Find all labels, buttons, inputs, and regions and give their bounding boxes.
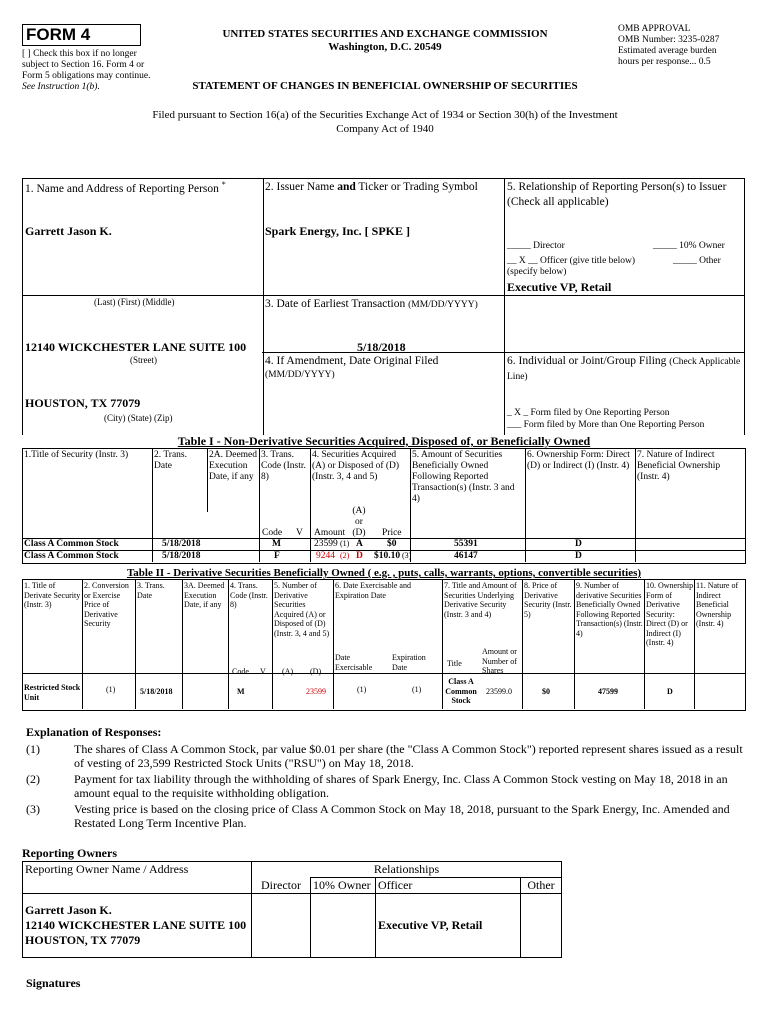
owner-officer-title: Executive VP, Retail <box>376 894 521 958</box>
agency-location: Washington, D.C. 20549 <box>328 41 442 53</box>
director-check[interactable]: _____ Director <box>507 241 565 251</box>
reporting-person-street: 12140 WICKCHESTER LANE SUITE 100 <box>25 340 247 354</box>
t2-row-exp-fn[interactable]: (1) <box>412 685 422 694</box>
col-other: Other <box>521 878 562 894</box>
check-box-text: [ ] Check this box if no longer subject to Section 16. Form 4 or Form 5 obligations may continue. <box>22 49 151 81</box>
t1-row2-date: 5/18/2018 <box>162 551 201 561</box>
t2-col-code: 4. Trans. Code (Instr. 8) <box>230 581 268 609</box>
signatures-title: Signatures <box>26 976 81 990</box>
t1-col-acquired: 4. Securities Acquired (A) or Disposed of (D) (Instr. 3, 4 and 5) <box>312 450 400 482</box>
t1-row1-fn[interactable]: (1) <box>340 539 350 548</box>
t2-row-form: D <box>667 687 673 696</box>
t2-sub-expiration: Expiration Date <box>392 653 426 672</box>
t2-sub-v: V <box>260 667 266 676</box>
t1-col-title: 1.Title of Security (Instr. 3) <box>24 450 129 460</box>
city-caption: (City) (State) (Zip) <box>104 413 173 423</box>
explanation-item <box>26 772 746 800</box>
t2-sub-d: (D) <box>310 667 322 676</box>
footnote-number: (1) <box>26 742 40 756</box>
earliest-transaction-date: 5/18/2018 <box>357 340 406 354</box>
box1-label: 1. Name and Address of Reporting Person * <box>25 180 226 195</box>
t2-sub-code: Code <box>232 667 249 676</box>
t1-col-owned: 5. Amount of Securities Beneficially Owned Following Reported Transaction(s) (Instr. 3 and 4) <box>412 450 515 504</box>
t2-row-underlying-number: 23599.0 <box>486 687 512 696</box>
omb-burden: Estimated average burden <box>618 46 717 56</box>
t2-row-code: M <box>237 687 245 696</box>
t2-col-exercisable: 6. Date Exercisable and Expiration Date <box>335 581 411 600</box>
t1-row1-title: Class A Common Stock <box>24 539 119 549</box>
t2-col-title: 1. Title of Derivate Security (Instr. 3) <box>24 581 81 609</box>
officer-title: Executive VP, Retail <box>507 280 612 294</box>
t1-row2-price: $10.10 <box>374 551 401 561</box>
t2-sub-a: (A) <box>282 667 294 676</box>
owner-name: Garrett Jason K. <box>25 903 112 917</box>
t1-col-code: 3. Trans. Code (Instr. 8) <box>261 450 306 482</box>
t2-col-ownership: 10. Ownership Form of Derivative Security: Direct (D) or Indirect (I) (Instr. 4) <box>646 581 694 647</box>
t2-row-price: $0 <box>542 687 550 696</box>
omb-hours: hours per response... 0.5 <box>618 57 711 67</box>
footnote-number: (3) <box>26 802 40 816</box>
col-ten-pct: 10% Owner <box>311 878 376 894</box>
t1-row2-title: Class A Common Stock <box>24 551 119 561</box>
t1-row1-amount: 23599 <box>314 539 338 549</box>
street-caption: (Street) <box>130 355 157 365</box>
table-2-title: Table II - Derivative Securities Beneficially Owned ( e.g. , puts, calls, warrants, options, convertible securities) <box>126 567 642 579</box>
t2-col-conversion: 2. Conversion or Exercise Price of Derivative Security <box>84 581 129 628</box>
t2-col-owned: 9. Number of derivative Securities Beneficially Owned Following Reported Transaction(s) (Instr. 4) <box>576 581 643 638</box>
t2-row-exer-fn[interactable]: (1) <box>357 685 367 694</box>
t1-row2-form: D <box>575 551 582 561</box>
filed-pursuant: Filed pursuant to Section 16(a) of the Securities Exchange Act of 1934 or Section 30(h) of the Investment Company Act of 1940 <box>152 109 618 135</box>
footnote-text: Vesting price is based on the closing price of Class A Common Stock on May 18, 2018, pursuant to the Spark Energy, Inc. Amended and Restated Long Term Incentive Plan. <box>74 802 730 830</box>
t2-col-date: 3. Trans. Date <box>137 581 165 600</box>
col-relationships: Relationships <box>252 862 562 878</box>
explanation-item <box>26 742 746 770</box>
reporting-person-name: Garrett Jason K. <box>25 224 112 238</box>
t1-sub-price: Price <box>382 528 402 538</box>
filed-multiple-persons[interactable]: ___ Form filed by More than One Reporting Person <box>507 420 705 430</box>
t2-row-underlying-title: Class A Common Stock <box>445 677 477 705</box>
explanation-title: Explanation of Responses: <box>26 725 162 739</box>
t1-row1-form: D <box>575 539 582 549</box>
check-box-notice <box>22 49 152 93</box>
t1-sub-amount: Amount <box>314 528 346 538</box>
t1-row2-fn[interactable]: (2) <box>340 551 350 560</box>
t1-sub-code: Code <box>262 528 283 538</box>
omb-title: OMB APPROVAL <box>618 24 691 34</box>
box6-label: 6. Individual or Joint/Group Filing (Check Applicable Line) <box>507 355 741 382</box>
statement-title: STATEMENT OF CHANGES IN BENEFICIAL OWNERSHIP OF SECURITIES <box>192 80 578 92</box>
owner-address-city: HOUSTON, TX 77079 <box>25 933 141 947</box>
t2-col-number: 5. Number of Derivative Securities Acquired (A) or Disposed of (D) (Instr. 3, 4 and 5) <box>274 581 330 638</box>
reporting-owners-table <box>22 861 562 958</box>
footnote-text: Payment for tax liability through the withholding of shares of Spark Energy, Inc. Class A Common Stock vesting on May 18, 2018 in an amount equal to the requisite withholding obligation. <box>74 772 728 800</box>
t2-row-d: 23599 <box>306 687 326 696</box>
reporting-person-city: HOUSTON, TX 77079 <box>25 396 141 410</box>
other-check[interactable]: _____ Other (specify below) <box>507 256 721 277</box>
t2-col-underlying: 7. Title and Amount of Securities Underlying Derivative Security (Instr. 3 and 4) <box>444 581 517 619</box>
t2-row-owned: 47599 <box>598 687 618 696</box>
col-owner-name: Reporting Owner Name / Address <box>23 862 252 894</box>
t2-sub-title: Title <box>447 659 462 668</box>
col-director: Director <box>252 878 311 894</box>
t1-col-deemed: 2A. Deemed Execution Date, if any <box>209 450 258 482</box>
box3-label: 3. Date of Earliest Transaction (MM/DD/YYYY) <box>265 298 478 310</box>
t2-row-date: 5/18/2018 <box>140 687 173 696</box>
explanation-section <box>26 725 746 830</box>
t1-row1-code: M <box>272 539 281 549</box>
issuer-name: Spark Energy, Inc. [ SPKE ] <box>265 224 411 238</box>
agency-name: UNITED STATES SECURITIES AND EXCHANGE COMMISSION <box>222 28 548 40</box>
box5-label: 5. Relationship of Reporting Person(s) to Issuer <box>507 181 727 193</box>
ten-pct-owner-check[interactable]: _____ 10% Owner <box>653 241 725 251</box>
reporting-info-section <box>22 178 746 434</box>
t1-row2-amount: 9244 <box>316 551 335 561</box>
t2-col-nature: 11. Nature of Indirect Beneficial Ownership (Instr. 4) <box>696 581 739 628</box>
t1-row1-date: 5/18/2018 <box>162 539 201 549</box>
t1-col-nature: 7. Nature of Indirect Beneficial Ownership (Instr. 4) <box>637 450 721 482</box>
box5-sub: (Check all applicable) <box>507 196 609 208</box>
omb-number: OMB Number: 3235-0287 <box>618 35 720 45</box>
owner-name-address <box>23 894 252 958</box>
t1-row2-code: F <box>274 551 280 561</box>
t2-col-deemed: 3A. Deemed Execution Date, if any <box>184 581 225 609</box>
reporting-owners-title: Reporting Owners <box>22 846 117 860</box>
t1-row2-ad: D <box>356 551 363 561</box>
col-officer: Officer <box>376 878 521 894</box>
t2-sub-exercisable: Date Exercisable <box>335 653 373 672</box>
check-box-see: See Instruction 1(b). <box>22 82 100 92</box>
t1-row1-price: $0 <box>387 539 397 549</box>
name-caption: (Last) (First) (Middle) <box>94 297 175 307</box>
form-title: FORM 4 <box>22 24 141 46</box>
t2-row-conv-fn[interactable]: (1) <box>106 685 116 694</box>
t1-sub-aord: (A) or (D) <box>352 506 366 538</box>
t1-sub-v: V <box>296 528 303 538</box>
t2-sub-number: Amount or Number of Shares <box>482 647 517 675</box>
t2-col-price: 8. Price of Derivative Security (Instr. 5) <box>524 581 572 619</box>
omb-approval <box>618 24 758 68</box>
explanation-item <box>26 802 746 830</box>
footnote-number: (2) <box>26 772 40 786</box>
owner-address-street: 12140 WICKCHESTER LANE SUITE 100 <box>25 918 247 932</box>
box4-format: (MM/DD/YYYY) <box>265 370 335 380</box>
table-1-title: Table I - Non-Derivative Securities Acquired, Disposed of, or Beneficially Owned <box>177 434 591 448</box>
t1-row1-ad: A <box>356 539 363 549</box>
filed-one-person[interactable]: _ X _ Form filed by One Reporting Person <box>507 408 670 418</box>
officer-check[interactable]: __ X __ Officer (give title below) <box>507 256 636 266</box>
t1-row2-price-fn[interactable]: (3) <box>402 551 412 560</box>
t2-row-title: Restricted Stock Unit <box>24 683 81 702</box>
box2-label: 2. Issuer Name and Ticker or Trading Symbol <box>265 181 478 193</box>
footnote-text: The shares of Class A Common Stock, par value $0.01 per share (the "Class A Common Stock") reported represent shares issued as a result of vesting of 23,599 Restricted Stock Units ("RSU") on May 18, 2018. <box>74 742 743 770</box>
t1-col-date: 2. Trans. Date <box>154 450 187 471</box>
t1-col-ownership: 6. Ownership Form: Direct (D) or Indirect (I) (Instr. 4) <box>527 450 630 471</box>
t1-row1-owned: 55391 <box>454 539 478 549</box>
box4-label: 4. If Amendment, Date Original Filed <box>265 355 439 367</box>
t1-row2-owned: 46147 <box>454 551 478 561</box>
